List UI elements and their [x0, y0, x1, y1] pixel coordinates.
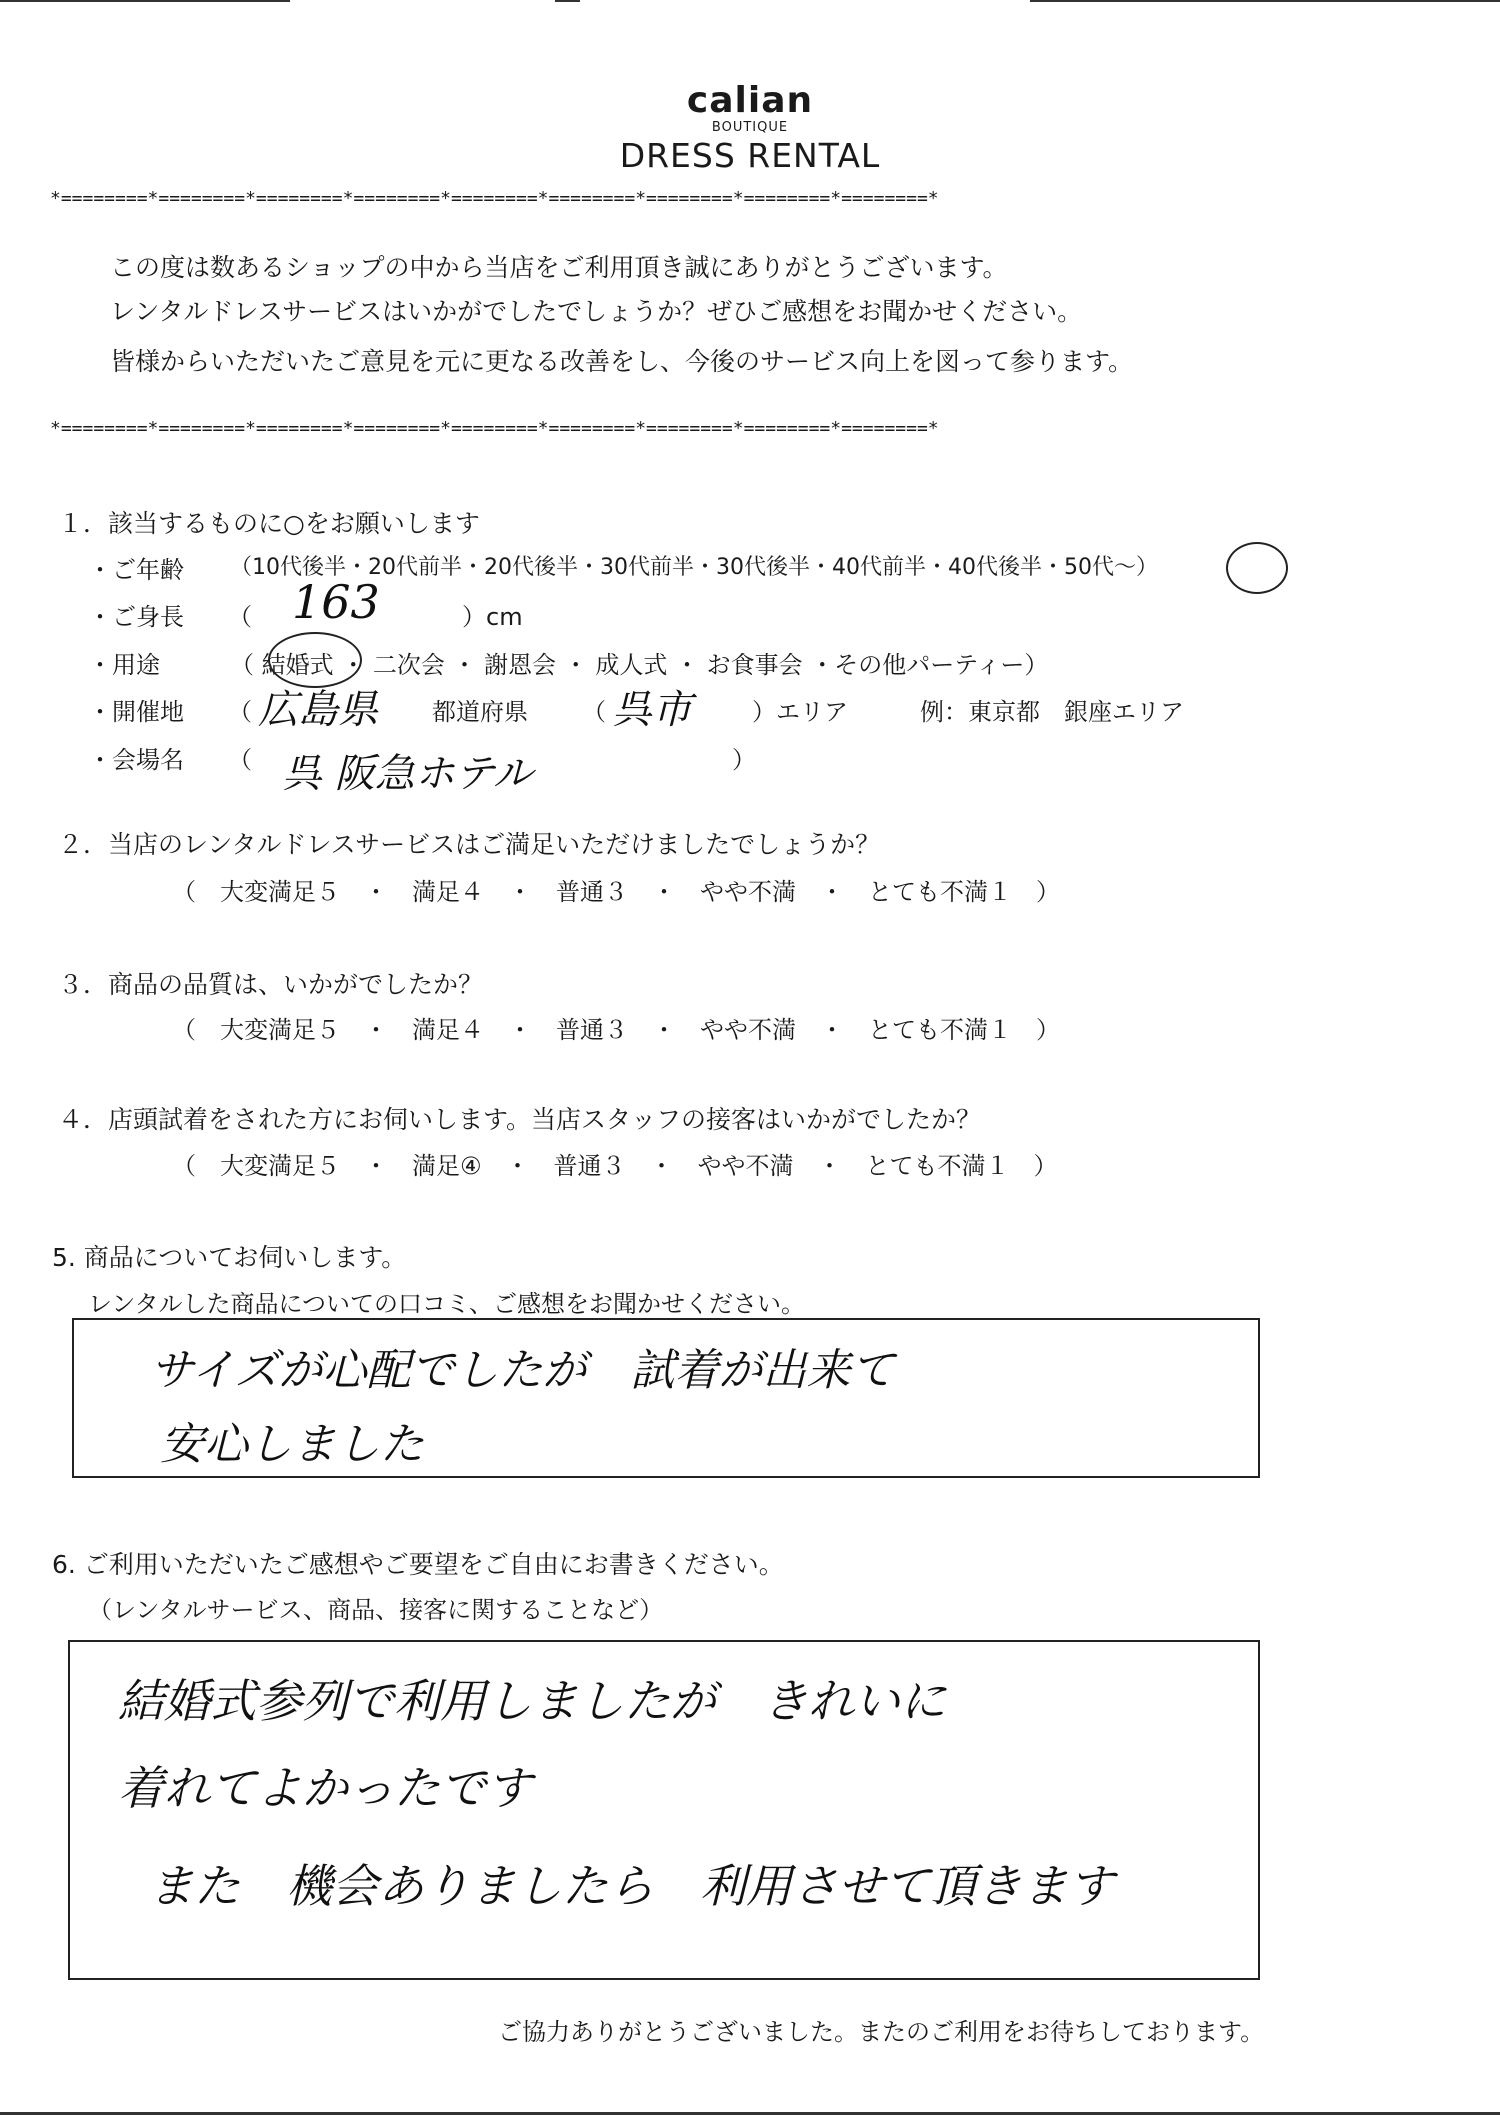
age-label: ・ご年齢 [88, 556, 184, 584]
q3-title: ３．商品の品質は、いかがでしたか？ [58, 970, 484, 999]
prefecture-suffix: 都道府県 [432, 698, 528, 726]
scan-edge-mark [0, 2112, 1500, 2115]
q5-title: 5. 商品についてお伺いします。 [52, 1243, 407, 1272]
height-unit: ）cm [462, 603, 523, 631]
q4-options: （ 大変満足５ ・ 満足④ ・ 普通３ ・ やや不満 ・ とても不満１ ） [172, 1152, 1058, 1180]
intro-line: レンタルドレスサービスはいかがでしたでしょうか？ぜひご感想をお聞かせください。 [110, 297, 1083, 326]
venue-open: （ [228, 698, 252, 726]
purpose-label: ・用途 [88, 651, 160, 679]
scan-edge-mark [0, 0, 290, 2]
q4-title: ４．店頭試着をされた方にお伺いします。当店スタッフの接客はいかがでしたか？ [58, 1105, 982, 1134]
separator-line: *========*========*========*========*========*========*========*========*========* [50, 188, 939, 209]
age-circle-mark [1226, 542, 1288, 594]
height-open: （ [228, 603, 252, 631]
prefecture-value: 広島県 [258, 687, 378, 733]
intro-line: 皆様からいただいたご意見を元に更なる改善をし、今後のサービス向上を図って参ります。 [110, 347, 1134, 376]
age-options: （10代後半・20代前半・20代後半・30代前半・30代後半・40代前半・40代後半・50代～） [230, 555, 1158, 580]
height-value: 163 [292, 575, 380, 629]
city-open: （ [582, 698, 606, 726]
q2-title: ２．当店のレンタルドレスサービスはご満足いただけましたでしょうか？ [58, 830, 881, 859]
city-value: 呉市 [612, 687, 692, 733]
footer-thanks: ご協力ありがとうございました。またのご利用をお待ちしております。 [498, 2018, 1265, 2046]
purpose-options: （ 結婚式 ・ 二次会 ・ 謝恩会 ・ 成人式 ・ お食事会 ・その他パーティー） [230, 651, 1049, 679]
q2-options: （ 大変満足５ ・ 満足４ ・ 普通３ ・ やや不満 ・ とても不満１ ） [172, 878, 1060, 906]
area-example: 例：東京都 銀座エリア [920, 698, 1184, 726]
intro-line: この度は数あるショップの中から当店をご利用頂き誠にありがとうございます。 [110, 253, 1008, 282]
q6-answer-line: 着れてよかったです [118, 1761, 532, 1815]
q5-answer-line: サイズが心配でしたが 試着が出来て [150, 1345, 895, 1396]
q6-sub: （レンタルサービス、商品、接客に関することなど） [88, 1596, 664, 1624]
q6-answer-line: 結婚式参列で利用しましたが きれいに [118, 1674, 946, 1728]
height-label: ・ご身長 [88, 603, 184, 631]
brand-sub: BOUTIQUE [711, 120, 789, 135]
separator-line: *========*========*========*========*========*========*========*========*========* [50, 418, 939, 439]
q3-options: （ 大変満足５ ・ 満足４ ・ 普通３ ・ やや不満 ・ とても不満１ ） [172, 1016, 1060, 1044]
scan-edge-mark [1030, 0, 1500, 2]
q6-title: 6. ご利用いただいたご感想やご要望をご自由にお書きください。 [52, 1550, 784, 1579]
hall-label: ・会場名 [88, 746, 184, 774]
q5-answer-line: 安心しました [160, 1419, 424, 1470]
hall-open: （ [228, 746, 252, 774]
brand-title: DRESS RENTAL [619, 136, 881, 175]
brand-logo: calian [686, 80, 814, 121]
scan-edge-mark [555, 0, 580, 2]
venue-label: ・開催地 [88, 698, 184, 726]
q5-sub: レンタルした商品についての口コミ、ご感想をお聞かせください。 [88, 1290, 805, 1318]
hall-close: ） [732, 746, 756, 774]
q6-answer-line: また 機会ありましたら 利用させて頂きます [148, 1859, 1114, 1913]
area-suffix: ）エリア [752, 698, 848, 726]
hall-value: 呉 阪急ホテル [282, 751, 533, 797]
q1-title: １．該当するものに○をお願いします [58, 509, 480, 538]
